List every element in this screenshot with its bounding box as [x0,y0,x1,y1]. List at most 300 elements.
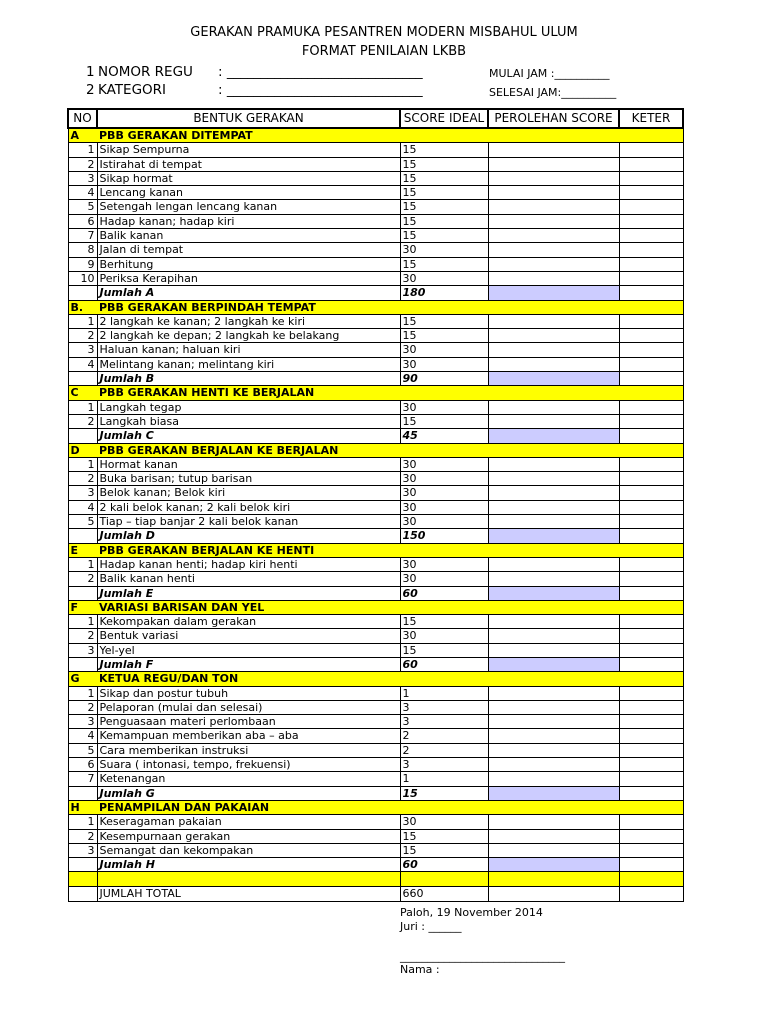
row-remarks[interactable] [619,357,683,371]
section-blank [488,672,619,686]
section-title: VARIASI BARISAN DAN YEL [97,600,400,614]
row-score-ideal: 15 [400,157,488,171]
subtotal-score-ideal: 150 [400,529,488,543]
row-score-ideal: 30 [400,400,488,414]
row-score-obtained[interactable] [488,243,619,257]
row-number: 4 [68,729,97,743]
row-score-ideal: 30 [400,557,488,571]
subtotal-blank [68,372,97,386]
row-number: 1 [68,686,97,700]
subtotal-row [68,372,683,386]
table-row [68,171,683,185]
section-header-row [68,600,683,614]
table-row [68,243,683,257]
row-remarks[interactable] [619,843,683,857]
subtotal-blank [68,657,97,671]
row-score-ideal: 15 [400,314,488,328]
row-movement: Bentuk variasi [97,629,400,643]
row-remarks[interactable] [619,171,683,185]
row-remarks[interactable] [619,572,683,586]
row-score-obtained[interactable] [488,715,619,729]
row-number: 3 [68,843,97,857]
row-number: 2 [68,629,97,643]
row-movement: Kekompakan dalam gerakan [97,615,400,629]
section-blank [488,800,619,814]
table-row [68,186,683,200]
kategori-field[interactable]: : _____________________________ [218,82,423,98]
row-remarks[interactable] [619,557,683,571]
table-row [68,343,683,357]
section-blank [619,443,683,457]
table-row [68,629,683,643]
row-remarks[interactable] [619,200,683,214]
spacer-row [68,872,683,887]
row-score-obtained[interactable] [488,472,619,486]
row-score-obtained[interactable] [488,815,619,829]
section-header-row [68,543,683,557]
section-code: B. [68,300,97,314]
spacer-cell [619,872,683,887]
row-score-ideal: 15 [400,214,488,228]
row-number: 1 [68,557,97,571]
subtotal-score-ideal: 60 [400,586,488,600]
nama-field[interactable]: Nama : [400,963,440,976]
row-remarks[interactable] [619,414,683,428]
section-title: PBB GERAKAN HENTI KE BERJALAN [97,386,400,400]
row-score-ideal: 1 [400,772,488,786]
subtotal-remarks[interactable] [619,657,683,671]
row-movement: Tiap – tiap banjar 2 kali belok kanan [97,515,400,529]
row-score-ideal: 30 [400,500,488,514]
section-blank [400,300,488,314]
table-row [68,414,683,428]
section-title: PBB GERAKAN BERJALAN KE BERJALAN [97,443,400,457]
row-score-ideal: 15 [400,829,488,843]
mulai-jam-field[interactable]: MULAI JAM :__________ [489,67,610,80]
row-remarks[interactable] [619,515,683,529]
table-row [68,515,683,529]
table-row [68,557,683,571]
row-movement: Jalan di tempat [97,243,400,257]
section-blank [400,543,488,557]
section-blank [400,672,488,686]
subtotal-label: Jumlah C [97,429,400,443]
table-row [68,200,683,214]
row-score-obtained[interactable] [488,486,619,500]
subtotal-remarks[interactable] [619,858,683,872]
section-code: G [68,672,97,686]
row-score-obtained[interactable] [488,143,619,157]
row-score-obtained[interactable] [488,200,619,214]
row-number: 2 [68,472,97,486]
row-movement: Melintang kanan; melintang kiri [97,357,400,371]
row-movement: Buka barisan; tutup barisan [97,472,400,486]
row-number: 10 [68,271,97,285]
row-score-obtained[interactable] [488,271,619,285]
subtotal-score-obtained[interactable] [488,657,619,671]
subtotal-remarks[interactable] [619,786,683,800]
section-code: E [68,543,97,557]
row-remarks[interactable] [619,329,683,343]
section-blank [400,443,488,457]
subtotal-label: Jumlah B [97,372,400,386]
row-score-ideal: 30 [400,815,488,829]
place-date: Paloh, 19 November 2014 [400,906,543,919]
row-score-ideal: 15 [400,414,488,428]
row-score-obtained[interactable] [488,400,619,414]
row-score-obtained[interactable] [488,758,619,772]
section-header-row [68,128,683,143]
row-movement: Periksa Kerapihan [97,271,400,285]
row-remarks[interactable] [619,500,683,514]
row-number: 2 [68,329,97,343]
row-movement: Belok kanan; Belok kiri [97,486,400,500]
total-remarks[interactable] [619,887,683,901]
row-score-obtained[interactable] [488,171,619,185]
row-score-ideal: 30 [400,357,488,371]
subtotal-row [68,529,683,543]
assessment-table [67,108,684,902]
row-score-ideal: 15 [400,329,488,343]
total-score-obtained[interactable] [488,887,619,901]
row-score-obtained[interactable] [488,557,619,571]
subtotal-score-obtained[interactable] [488,586,619,600]
row-score-obtained[interactable] [488,357,619,371]
subtotal-score-obtained[interactable] [488,372,619,386]
section-blank [488,386,619,400]
row-score-obtained[interactable] [488,515,619,529]
row-remarks[interactable] [619,629,683,643]
row-score-ideal: 15 [400,229,488,243]
table-row [68,329,683,343]
row-score-obtained[interactable] [488,186,619,200]
row-score-obtained[interactable] [488,615,619,629]
row-score-obtained[interactable] [488,729,619,743]
row-number: 6 [68,758,97,772]
subtotal-remarks[interactable] [619,372,683,386]
section-blank [619,800,683,814]
table-row [68,143,683,157]
table-row [68,457,683,471]
table-row [68,729,683,743]
table-header-row [68,109,683,128]
spacer-cell [68,872,97,887]
section-code: H [68,800,97,814]
section-blank [488,600,619,614]
row-number: 1 [68,314,97,328]
subtotal-score-obtained[interactable] [488,286,619,300]
total-blank [68,887,97,901]
row-movement: 2 kali belok kanan; 2 kali belok kiri [97,500,400,514]
table-row [68,500,683,514]
subtotal-remarks[interactable] [619,529,683,543]
row-number: 2 [68,157,97,171]
row-score-ideal: 30 [400,629,488,643]
row-movement: Balik kanan henti [97,572,400,586]
row-score-obtained[interactable] [488,329,619,343]
row-movement: Penguasaan materi perlombaan [97,715,400,729]
subtotal-score-obtained[interactable] [488,786,619,800]
subtotal-row [68,786,683,800]
subtotal-blank [68,858,97,872]
section-header-row [68,800,683,814]
row-movement: Hormat kanan [97,457,400,471]
table-row [68,843,683,857]
row-remarks[interactable] [619,457,683,471]
row-score-obtained[interactable] [488,257,619,271]
row-score-obtained[interactable] [488,214,619,228]
row-movement: Semangat dan kekompakan [97,843,400,857]
row-score-ideal: 15 [400,171,488,185]
table-row [68,700,683,714]
section-blank [488,300,619,314]
row-score-ideal: 30 [400,572,488,586]
section-header-row [68,443,683,457]
row-number: 4 [68,186,97,200]
row-score-obtained[interactable] [488,843,619,857]
row-number: 5 [68,200,97,214]
header-perolehan-score: PEROLEHAN SCORE [488,109,619,128]
row-remarks[interactable] [619,772,683,786]
row-movement: Setengah lengan lencang kanan [97,200,400,214]
table-row [68,357,683,371]
subtotal-score-obtained[interactable] [488,858,619,872]
row-score-obtained[interactable] [488,700,619,714]
section-blank [619,672,683,686]
row-score-ideal: 30 [400,486,488,500]
spacer-cell [400,872,488,887]
subtotal-label: Jumlah H [97,858,400,872]
row-score-ideal: 15 [400,143,488,157]
subtotal-score-ideal: 60 [400,858,488,872]
row-number: 2 [68,829,97,843]
table-row [68,271,683,285]
row-score-ideal: 15 [400,257,488,271]
table-row [68,229,683,243]
table-row [68,157,683,171]
row-number: 5 [68,515,97,529]
section-title: KETUA REGU/DAN TON [97,672,400,686]
row-score-obtained[interactable] [488,743,619,757]
section-blank [488,128,619,143]
header-bentuk-gerakan: BENTUK GERAKAN [97,109,400,128]
total-row [68,887,683,901]
total-label: JUMLAH TOTAL [97,887,400,901]
total-score-ideal: 660 [400,887,488,901]
section-title: PBB GERAKAN BERJALAN KE HENTI [97,543,400,557]
section-blank [619,300,683,314]
row-score-obtained[interactable] [488,314,619,328]
row-movement: Istirahat di tempat [97,157,400,171]
subtotal-remarks[interactable] [619,286,683,300]
table-row [68,314,683,328]
row-number: 5 [68,743,97,757]
row-score-obtained[interactable] [488,414,619,428]
section-blank [400,800,488,814]
row-score-ideal: 3 [400,758,488,772]
row-score-obtained[interactable] [488,772,619,786]
row-number: 3 [68,486,97,500]
row-number: 2 [68,414,97,428]
subtotal-blank [68,429,97,443]
row-remarks[interactable] [619,314,683,328]
row-movement: Kesempurnaan gerakan [97,829,400,843]
row-score-obtained[interactable] [488,686,619,700]
row-remarks[interactable] [619,472,683,486]
table-row [68,758,683,772]
row-score-ideal: 15 [400,843,488,857]
row-score-obtained[interactable] [488,643,619,657]
section-blank [400,386,488,400]
row-number: 1 [68,815,97,829]
row-movement: Suara ( intonasi, tempo, frekuensi) [97,758,400,772]
row-remarks[interactable] [619,758,683,772]
row-score-ideal: 3 [400,700,488,714]
row-movement: 2 langkah ke depan; 2 langkah ke belakang [97,329,400,343]
row-score-obtained[interactable] [488,229,619,243]
subtotal-remarks[interactable] [619,429,683,443]
row-movement: Haluan kanan; haluan kiri [97,343,400,357]
row-score-ideal: 15 [400,186,488,200]
row-movement: Cara memberikan instruksi [97,743,400,757]
row-number: 2 [68,572,97,586]
row-remarks[interactable] [619,615,683,629]
row-remarks[interactable] [619,214,683,228]
table-row [68,486,683,500]
row-score-obtained[interactable] [488,629,619,643]
subtotal-score-obtained[interactable] [488,429,619,443]
subtotal-row [68,858,683,872]
row-number: 4 [68,357,97,371]
table-row [68,686,683,700]
section-code: F [68,600,97,614]
row-number: 1 [68,615,97,629]
subtotal-score-ideal: 90 [400,372,488,386]
section-blank [619,600,683,614]
subtotal-row [68,286,683,300]
regu-number: 1 [86,64,95,80]
regu-label: NOMOR REGU [98,64,193,80]
row-movement: Hadap kanan; hadap kiri [97,214,400,228]
row-remarks[interactable] [619,343,683,357]
row-number: 6 [68,214,97,228]
header-score-ideal: SCORE IDEAL [400,109,488,128]
row-movement: Berhitung [97,257,400,271]
signature-line: ______________________________ [400,950,565,963]
header-keterangan: KETER [619,109,683,128]
row-movement: Sikap hormat [97,171,400,185]
form-title-org: GERAKAN PRAMUKA PESANTREN MODERN MISBAHUL ULUM [190,25,578,40]
row-remarks[interactable] [619,815,683,829]
row-remarks[interactable] [619,700,683,714]
subtotal-score-ideal: 60 [400,657,488,671]
row-score-ideal: 1 [400,686,488,700]
row-movement: Langkah tegap [97,400,400,414]
row-remarks[interactable] [619,229,683,243]
kategori-label: KATEGORI [98,82,167,98]
row-remarks[interactable] [619,729,683,743]
row-movement: Pelaporan (mulai dan selesai) [97,700,400,714]
table-row [68,743,683,757]
row-score-obtained[interactable] [488,829,619,843]
row-remarks[interactable] [619,486,683,500]
subtotal-blank [68,586,97,600]
row-score-ideal: 15 [400,200,488,214]
row-score-ideal: 15 [400,615,488,629]
row-number: 8 [68,243,97,257]
row-movement: Lencang kanan [97,186,400,200]
table-row [68,257,683,271]
row-remarks[interactable] [619,643,683,657]
row-remarks[interactable] [619,829,683,843]
row-remarks[interactable] [619,400,683,414]
spacer-cell [488,872,619,887]
row-score-ideal: 30 [400,515,488,529]
row-remarks[interactable] [619,271,683,285]
subtotal-score-obtained[interactable] [488,529,619,543]
selesai-jam-field[interactable]: SELESAI JAM:__________ [489,86,617,99]
table-row [68,815,683,829]
row-remarks[interactable] [619,143,683,157]
row-remarks[interactable] [619,243,683,257]
row-score-obtained[interactable] [488,157,619,171]
header-no: NO [68,109,97,128]
row-number: 3 [68,715,97,729]
row-score-obtained[interactable] [488,343,619,357]
subtotal-remarks[interactable] [619,586,683,600]
subtotal-label: Jumlah E [97,586,400,600]
row-score-ideal: 30 [400,343,488,357]
row-number: 3 [68,343,97,357]
section-blank [619,386,683,400]
row-score-obtained[interactable] [488,500,619,514]
row-movement: 2 langkah ke kanan; 2 langkah ke kiri [97,314,400,328]
table-row [68,472,683,486]
row-number: 4 [68,500,97,514]
juri-field[interactable]: Juri : ______ [400,920,462,933]
table-row [68,643,683,657]
subtotal-row [68,429,683,443]
subtotal-score-ideal: 180 [400,286,488,300]
row-number: 9 [68,257,97,271]
section-code: C [68,386,97,400]
section-code: D [68,443,97,457]
row-score-obtained[interactable] [488,572,619,586]
row-remarks[interactable] [619,686,683,700]
section-header-row [68,672,683,686]
row-movement: Sikap Sempurna [97,143,400,157]
row-remarks[interactable] [619,157,683,171]
regu-field[interactable]: : _____________________________ [218,64,423,80]
row-score-obtained[interactable] [488,457,619,471]
table-row [68,615,683,629]
row-movement: Ketenangan [97,772,400,786]
section-header-row [68,300,683,314]
row-remarks[interactable] [619,743,683,757]
row-remarks[interactable] [619,257,683,271]
table-row [68,214,683,228]
row-remarks[interactable] [619,715,683,729]
row-number: 3 [68,643,97,657]
subtotal-label: Jumlah F [97,657,400,671]
table-row [68,572,683,586]
row-number: 1 [68,457,97,471]
subtotal-label: Jumlah G [97,786,400,800]
row-number: 7 [68,229,97,243]
row-remarks[interactable] [619,186,683,200]
row-number: 1 [68,400,97,414]
section-blank [488,543,619,557]
